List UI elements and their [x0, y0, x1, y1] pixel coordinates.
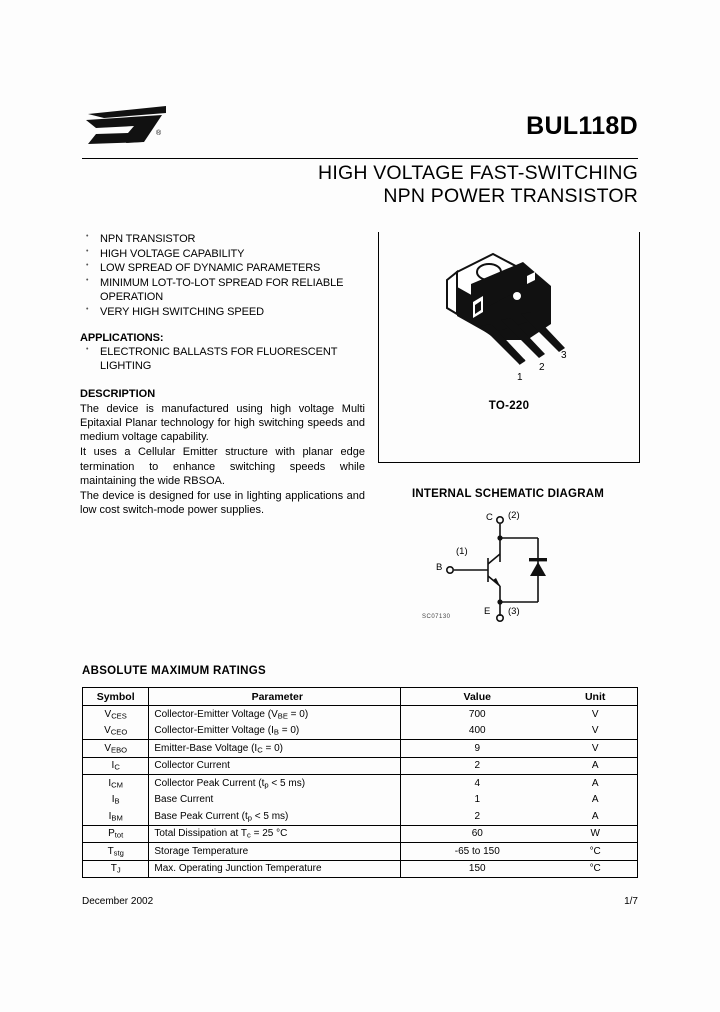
- cell-unit: A: [553, 775, 637, 792]
- footer-page-number: 1/7: [624, 896, 638, 907]
- table-row: [83, 740, 638, 758]
- cell-symbol: $T_J$: [83, 860, 149, 878]
- cell-symbol: $I_B$: [83, 792, 149, 809]
- cell-parameter: Max. Operating Junction Temperature: [149, 860, 401, 878]
- cell-symbol: $P_{tot}$: [83, 825, 149, 843]
- cell-symbol: $I_C$: [83, 757, 149, 775]
- cell-parameter: Collector-Emitter Voltage $(I_B = 0)$: [149, 723, 401, 740]
- ratings-table-title: ABSOLUTE MAXIMUM RATINGS: [82, 665, 266, 677]
- cell-value: 60: [401, 825, 554, 843]
- cell-parameter: Base Peak Current ($t_p < 5$ ms): [149, 808, 401, 825]
- table-row: [83, 825, 638, 843]
- column-header-symbol: Symbol: [83, 688, 149, 706]
- list-item: • LOW SPREAD OF DYNAMIC PARAMETERS: [80, 261, 365, 276]
- cell-value: -65 to 150: [401, 843, 554, 861]
- table-row: [83, 843, 638, 861]
- table-row: [83, 792, 638, 809]
- cell-symbol: $I_{BM}$: [83, 808, 149, 825]
- cell-unit: W: [553, 825, 637, 843]
- cell-parameter: Collector Current: [149, 757, 401, 775]
- schematic-base-pin: (1): [456, 546, 468, 557]
- cell-symbol: $T_{stg}$: [83, 843, 149, 861]
- cell-parameter: Collector Peak Current ($t_p < 5$ ms): [149, 775, 401, 792]
- pin-label-2: 2: [539, 362, 545, 373]
- cell-value: 700: [468, 708, 486, 720]
- schematic-emitter-pin: (3): [508, 606, 520, 617]
- cell-value: 2: [401, 808, 554, 825]
- page-title: [82, 162, 638, 208]
- description-paragraph: It uses a Cellular Emitter structure with planar edge termination to enhance switching speeds while maintaining the wide RBSOA.: [80, 446, 365, 487]
- header-divider: [82, 158, 638, 159]
- cell-unit: V: [553, 723, 637, 740]
- cell-symbol: $I_{CM}$: [83, 775, 149, 792]
- features-list: [80, 232, 365, 320]
- schematic-title: INTERNAL SCHEMATIC DIAGRAM: [412, 488, 604, 500]
- cell-parameter: Total Dissipation at $T_c = 25$ °C: [149, 825, 401, 843]
- cell-unit: V: [553, 740, 637, 758]
- cell-value: 1: [474, 794, 481, 806]
- cell-unit: A: [553, 808, 637, 825]
- schematic-base-label: B: [436, 562, 443, 573]
- pin-label-3: 3: [561, 350, 567, 361]
- schematic-drawing-code: SC07130: [422, 614, 451, 620]
- cell-parameter: Storage Temperature: [149, 843, 401, 861]
- package-name-label: TO-220: [488, 400, 530, 412]
- applications-heading: APPLICATIONS:: [80, 331, 164, 344]
- part-number: BUL118D: [526, 112, 638, 140]
- internal-schematic-drawing: [418, 508, 608, 628]
- footer-date: December 2002: [82, 896, 154, 907]
- package-panel: [378, 232, 640, 463]
- cell-symbol: $V_{CEO}$: [83, 723, 149, 740]
- cell-value: 9: [401, 740, 554, 758]
- table-body: [83, 706, 638, 878]
- left-column: [80, 232, 365, 518]
- schematic-panel: [378, 488, 638, 638]
- applications-list: [80, 345, 365, 374]
- list-item: • MINIMUM LOT-TO-LOT SPREAD FOR RELIABLE OPERATION: [80, 276, 365, 305]
- list-item: • VERY HIGH SWITCHING SPEED: [80, 305, 365, 320]
- table-row: [83, 860, 638, 878]
- cell-unit: V: [553, 706, 637, 723]
- cell-unit: °C: [553, 860, 637, 878]
- absolute-maximum-ratings-table: [82, 687, 638, 878]
- title-line-1: HIGH VOLTAGE FAST-SWITCHING: [318, 162, 638, 184]
- to220-package-image: [409, 238, 609, 398]
- cell-symbol: $V_{CES}$: [83, 706, 149, 723]
- table-row: [83, 808, 638, 825]
- list-item: • ELECTRONIC BALLASTS FOR FLUORESCENT LIGHTING: [80, 345, 365, 374]
- table-row: [83, 775, 638, 792]
- cell-value: 2: [401, 757, 554, 775]
- column-header-parameter: Parameter: [149, 688, 401, 706]
- schematic-collector-pin: (2): [508, 510, 520, 521]
- table-row: [83, 757, 638, 775]
- list-item: • NPN TRANSISTOR: [80, 232, 365, 247]
- page-header: [82, 100, 638, 156]
- cell-parameter: Base Current: [149, 792, 401, 809]
- cell-value: 4: [474, 777, 481, 789]
- table-row: [83, 706, 638, 723]
- description-heading: DESCRIPTION: [80, 387, 156, 400]
- cell-parameter: Emitter-Base Voltage $(I_C = 0)$: [149, 740, 401, 758]
- description-paragraph: The device is designed for use in lighting applications and low cost switch-mode power supplies.: [80, 489, 365, 517]
- table-row: [83, 723, 638, 740]
- column-header-unit: Unit: [553, 688, 637, 706]
- cell-unit: °C: [553, 843, 637, 861]
- cell-value: 150: [401, 860, 554, 878]
- schematic-emitter-label: E: [484, 606, 491, 617]
- description-paragraph: The device is manufactured using high voltage Multi Epitaxial Planar technology for high switching speeds and medium voltage capability.: [80, 402, 365, 444]
- title-line-2: NPN POWER TRANSISTOR: [383, 185, 638, 207]
- pin-label-1: 1: [517, 372, 523, 383]
- list-item: • HIGH VOLTAGE CAPABILITY: [80, 247, 365, 262]
- column-header-value: Value: [401, 688, 554, 706]
- cell-parameter: Collector-Emitter Voltage $(V_{BE} = 0)$: [149, 706, 401, 723]
- cell-symbol: $V_{EBO}$: [83, 740, 149, 758]
- cell-unit: A: [553, 792, 637, 809]
- schematic-collector-label: C: [486, 512, 493, 523]
- cell-unit: A: [553, 757, 637, 775]
- st-logo: [82, 104, 174, 146]
- table-header-row: [83, 688, 638, 706]
- cell-value: 400: [401, 723, 554, 740]
- registered-mark: ®: [156, 130, 162, 137]
